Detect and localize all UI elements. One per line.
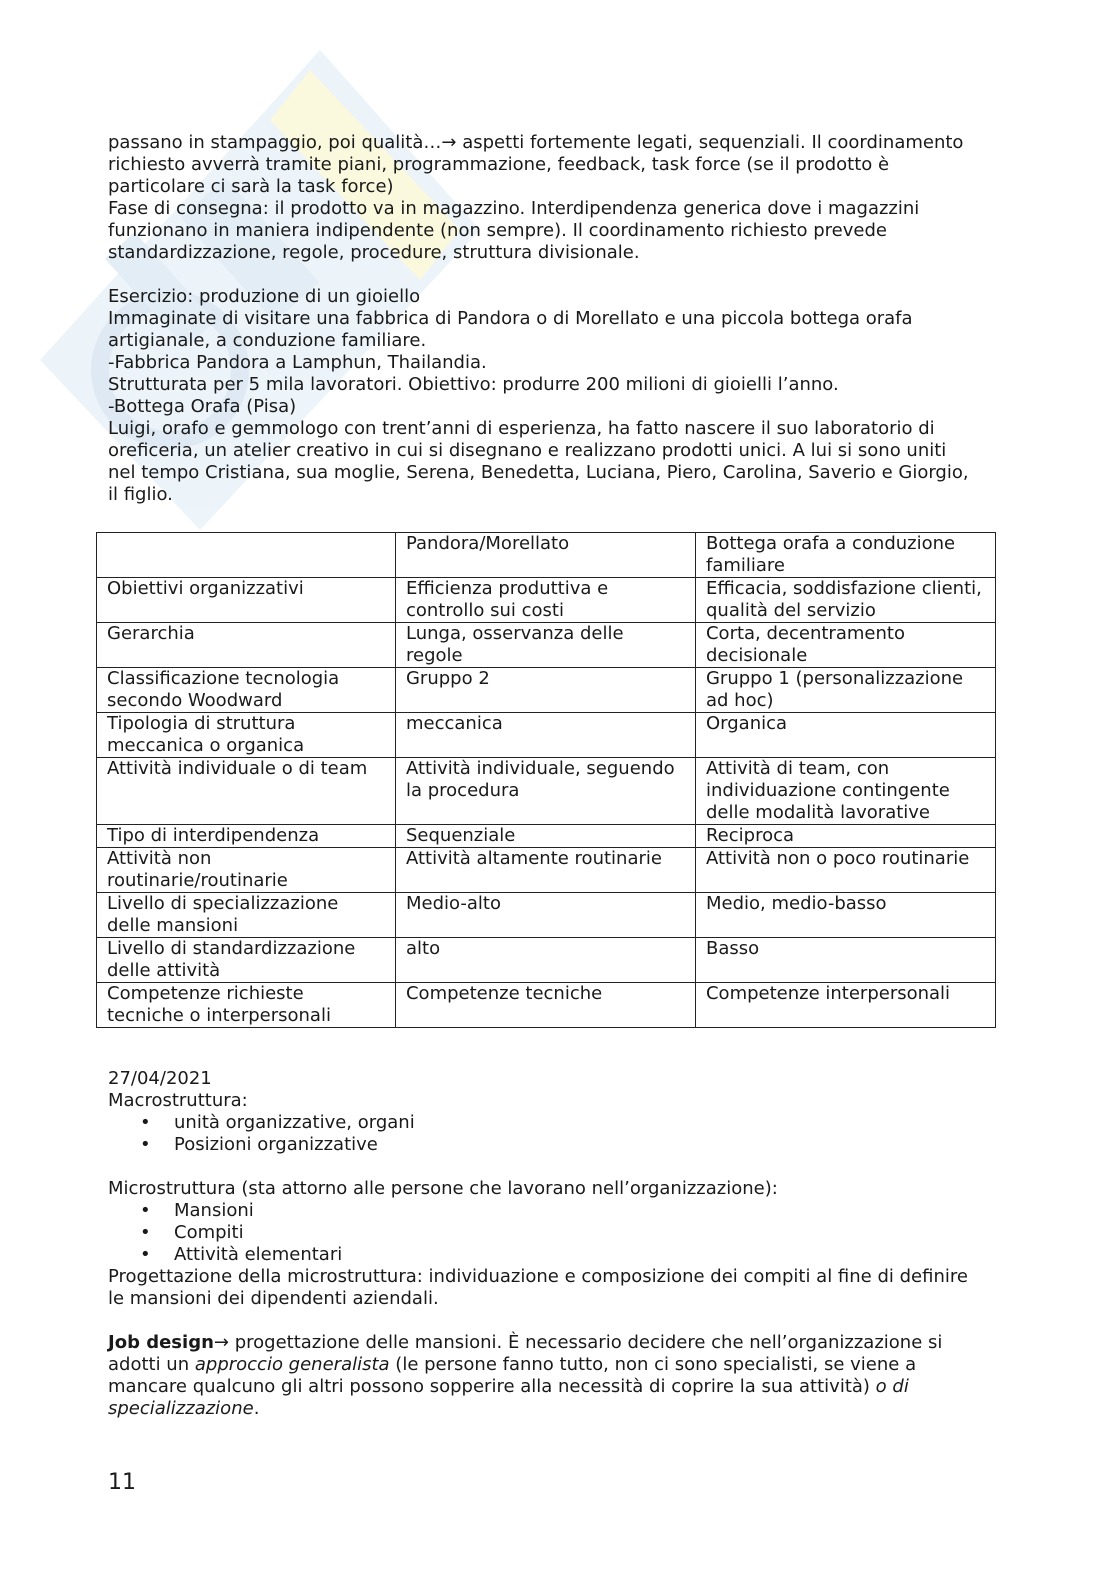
macro-title: Macrostruttura:: [108, 1090, 248, 1111]
comparison-table: [96, 532, 996, 1028]
table-cell: Attività non o poco routinarie: [695, 848, 995, 893]
table-cell: Efficacia, soddisfazione clienti, qualità del servizio: [695, 578, 995, 623]
intro-line-1b: aspetti fortemente legati, sequenziali. Il coordinamento: [456, 132, 964, 153]
list-item: • unità organizzative, organi: [108, 1112, 1008, 1134]
list-item: • Posizioni organizzative: [108, 1134, 1008, 1156]
table-cell: Pandora/Morellato: [395, 533, 695, 578]
design-line-1: Progettazione della microstruttura: individuazione e composizione dei compiti al fine di definire: [108, 1266, 968, 1287]
exercise-line-8: oreficeria, un atelier creativo in cui si disegnano e realizzano prodotti unici. A lui si sono uniti: [108, 440, 947, 461]
date-heading: 27/04/2021: [108, 1068, 212, 1089]
list-item: • Attività elementari: [108, 1244, 1008, 1266]
job-design-term: Job design: [108, 1332, 214, 1353]
table-cell: Attività non routinarie/routinarie: [97, 848, 396, 893]
exercise-line-7: Luigi, orafo e gemmologo con trent’anni di esperienza, ha fatto nascere il suo laboratorio di: [108, 418, 935, 439]
table-cell: Corta, decentramento decisionale: [695, 623, 995, 668]
intro-line-3: particolare ci sarà la task force): [108, 176, 394, 197]
table-row: [97, 848, 996, 893]
table-cell: Attività altamente routinarie: [395, 848, 695, 893]
table-cell: Classificazione tecnologia secondo Woodward: [97, 668, 396, 713]
intro-line-5: funzionano in maniera indipendente (non sempre). Il coordinamento richiesto prevede: [108, 220, 887, 241]
table-cell: Gruppo 2: [395, 668, 695, 713]
job-design-line-3: mancare qualcuno gli altri possono sopperire alla necessità di coprire la sua attività) o di: [108, 1376, 909, 1397]
table-row: [97, 893, 996, 938]
exercise-line-2: Immaginate di visitare una fabbrica di Pandora o di Morellato e una piccola bottega orafa: [108, 308, 913, 329]
list-item: • Mansioni: [108, 1200, 1008, 1222]
table-row: [97, 578, 996, 623]
table-row: [97, 668, 996, 713]
table-cell: Competenze tecniche: [395, 983, 695, 1028]
table-cell: Tipologia di struttura meccanica o organica: [97, 713, 396, 758]
table-cell: alto: [395, 938, 695, 983]
table-cell: Attività di team, con individuazione contingente delle modalità lavorative: [695, 758, 995, 825]
table-cell: Obiettivi organizzativi: [97, 578, 396, 623]
exercise-line-4: -Fabbrica Pandora a Lamphun, Thailandia.: [108, 352, 487, 373]
exercise-line-6: -Bottega Orafa (Pisa): [108, 396, 297, 417]
intro-line-2: richiesto avverrà tramite piani, programmazione, feedback, task force (se il prodotto è: [108, 154, 890, 175]
table-cell: Reciproca: [695, 825, 995, 848]
design-line-2: le mansioni dei dipendenti aziendali.: [108, 1288, 439, 1309]
table-row: [97, 938, 996, 983]
exercise-line-9: nel tempo Cristiana, sua moglie, Serena, Benedetta, Luciana, Piero, Carolina, Saverio e Giorgio,: [108, 462, 969, 483]
table-cell: Organica: [695, 713, 995, 758]
table-row: [97, 825, 996, 848]
job-design-line-1: Job design→ progettazione delle mansioni. È necessario decidere che nell’organizzazione si: [108, 1332, 943, 1353]
job-design-line-4: specializzazione.: [108, 1398, 260, 1419]
right-arrow-icon: →: [441, 132, 457, 153]
table-header-row: [97, 533, 996, 578]
intro-line-6: standardizzazione, regole, procedure, struttura divisionale.: [108, 242, 640, 263]
exercise-line-10: il figlio.: [108, 484, 173, 505]
table-cell: Tipo di interdipendenza: [97, 825, 396, 848]
exercise-line-5: Strutturata per 5 mila lavoratori. Obiettivo: produrre 200 milioni di gioielli l’anno.: [108, 374, 839, 395]
table-cell: Gruppo 1 (personalizzazione ad hoc): [695, 668, 995, 713]
table-cell: Attività individuale, seguendo la procedura: [395, 758, 695, 825]
table-row: [97, 758, 996, 825]
table-cell: [97, 533, 396, 578]
intro-line-1a: passano in stampaggio, poi qualità…: [108, 132, 442, 153]
table-cell: Medio-alto: [395, 893, 695, 938]
macro-list: [108, 1112, 1008, 1156]
job-design-line-2: adotti un approccio generalista (le persone fanno tutto, non ci sono specialisti, se viene a: [108, 1354, 917, 1375]
table-row: [97, 713, 996, 758]
micro-list: [108, 1200, 1008, 1266]
micro-title: Microstruttura (sta attorno alle persone che lavorano nell’organizzazione):: [108, 1178, 778, 1199]
exercise-line-3: artigianale, a conduzione familiare.: [108, 330, 427, 351]
table-row: [97, 983, 996, 1028]
exercise-title: Esercizio: produzione di un gioiello: [108, 286, 421, 307]
table-cell: Gerarchia: [97, 623, 396, 668]
table-cell: Bottega orafa a conduzione familiare: [695, 533, 995, 578]
table-cell: Efficienza produttiva e controllo sui costi: [395, 578, 695, 623]
table-cell: Livello di standardizzazione delle attività: [97, 938, 396, 983]
right-arrow-icon: →: [213, 1332, 229, 1353]
table-cell: Lunga, osservanza delle regole: [395, 623, 695, 668]
table-cell: Attività individuale o di team: [97, 758, 396, 825]
section-macro-micro: [108, 1068, 1008, 1420]
table-cell: Basso: [695, 938, 995, 983]
table-cell: Sequenziale: [395, 825, 695, 848]
page-number: 11: [108, 1470, 136, 1495]
list-item: • Compiti: [108, 1222, 1008, 1244]
table-cell: Competenze richieste tecniche o interpersonali: [97, 983, 396, 1028]
table-cell: meccanica: [395, 713, 695, 758]
table-row: [97, 623, 996, 668]
table-cell: Medio, medio-basso: [695, 893, 995, 938]
table-cell: Competenze interpersonali: [695, 983, 995, 1028]
table-cell: Livello di specializzazione delle mansioni: [97, 893, 396, 938]
intro-line-4: Fase di consegna: il prodotto va in magazzino. Interdipendenza generica dove i magazzini: [108, 198, 920, 219]
intro-block: [108, 132, 1008, 506]
